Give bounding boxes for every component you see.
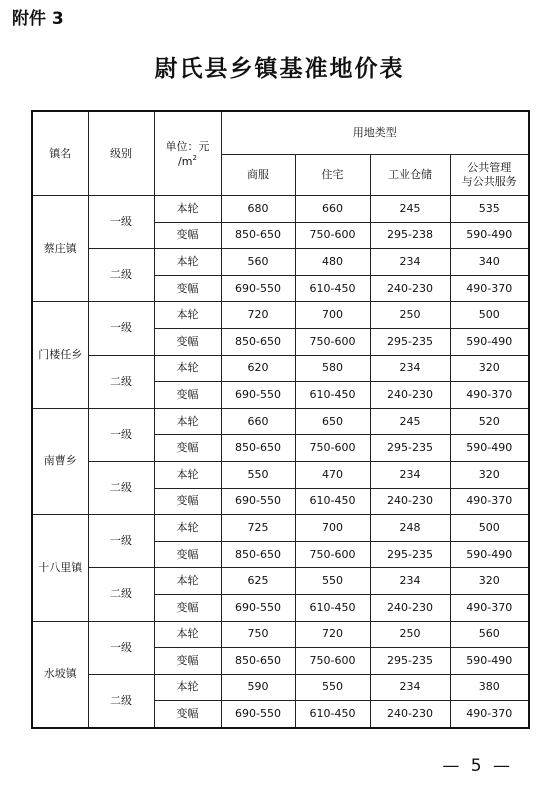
price-cell: 750-600 bbox=[295, 541, 370, 568]
row-type-cell: 变幅 bbox=[154, 382, 221, 409]
row-type-cell: 变幅 bbox=[154, 541, 221, 568]
town-name-cell: 十八里镇 bbox=[32, 515, 88, 621]
price-cell: 295-235 bbox=[370, 541, 450, 568]
row-type-cell: 本轮 bbox=[154, 302, 221, 329]
price-cell: 240-230 bbox=[370, 382, 450, 409]
price-cell: 690-550 bbox=[221, 275, 295, 302]
table-row bbox=[32, 249, 529, 276]
price-cell: 660 bbox=[295, 196, 370, 223]
price-cell: 490-370 bbox=[450, 594, 529, 621]
price-cell: 850-650 bbox=[221, 435, 295, 462]
header-residential: 住宅 bbox=[295, 155, 370, 196]
price-cell: 470 bbox=[295, 461, 370, 488]
price-cell: 250 bbox=[370, 302, 450, 329]
row-type-cell: 变幅 bbox=[154, 435, 221, 462]
price-cell: 240-230 bbox=[370, 594, 450, 621]
price-cell: 690-550 bbox=[221, 594, 295, 621]
table-row bbox=[32, 568, 529, 595]
price-cell: 590-490 bbox=[450, 328, 529, 355]
level-cell: 一级 bbox=[88, 302, 154, 355]
price-cell: 234 bbox=[370, 249, 450, 276]
price-cell: 620 bbox=[221, 355, 295, 382]
price-cell: 590-490 bbox=[450, 222, 529, 249]
price-cell: 610-450 bbox=[295, 488, 370, 515]
row-type-cell: 变幅 bbox=[154, 701, 221, 728]
price-cell: 490-370 bbox=[450, 488, 529, 515]
price-cell: 700 bbox=[295, 515, 370, 542]
header-unit-line1: 单位：元 bbox=[165, 139, 210, 153]
price-cell: 750-600 bbox=[295, 648, 370, 675]
table-row bbox=[32, 196, 529, 223]
price-cell: 490-370 bbox=[450, 382, 529, 409]
header-commercial: 商服 bbox=[221, 155, 295, 196]
price-cell: 320 bbox=[450, 355, 529, 382]
header-unit-m: /m bbox=[178, 154, 193, 168]
price-cell: 690-550 bbox=[221, 382, 295, 409]
price-cell: 550 bbox=[295, 674, 370, 701]
price-cell: 490-370 bbox=[450, 275, 529, 302]
level-cell: 二级 bbox=[88, 355, 154, 408]
header-town: 镇名 bbox=[32, 111, 88, 196]
town-name-cell: 蔡庄镇 bbox=[32, 196, 88, 302]
price-cell: 750 bbox=[221, 621, 295, 648]
price-cell: 295-238 bbox=[370, 222, 450, 249]
price-cell: 610-450 bbox=[295, 275, 370, 302]
price-cell: 680 bbox=[221, 196, 295, 223]
annex-label: 附件 3 bbox=[12, 9, 64, 29]
table-row bbox=[32, 302, 529, 329]
price-cell: 234 bbox=[370, 674, 450, 701]
price-cell: 750-600 bbox=[295, 435, 370, 462]
price-cell: 295-235 bbox=[370, 435, 450, 462]
price-cell: 660 bbox=[221, 408, 295, 435]
price-cell: 245 bbox=[370, 196, 450, 223]
price-cell: 248 bbox=[370, 515, 450, 542]
page-number: — 5 — bbox=[442, 756, 513, 776]
price-cell: 690-550 bbox=[221, 488, 295, 515]
price-cell: 550 bbox=[295, 568, 370, 595]
price-cell: 560 bbox=[221, 249, 295, 276]
header-land-use-type: 用地类型 bbox=[221, 111, 529, 155]
table-row bbox=[32, 621, 529, 648]
page-title: 尉氏县乡镇基准地价表 bbox=[154, 55, 405, 82]
header-industrial: 工业仓储 bbox=[370, 155, 450, 196]
price-cell: 340 bbox=[450, 249, 529, 276]
row-type-cell: 本轮 bbox=[154, 408, 221, 435]
row-type-cell: 本轮 bbox=[154, 461, 221, 488]
land-price-table bbox=[31, 110, 530, 729]
price-cell: 535 bbox=[450, 196, 529, 223]
row-type-cell: 本轮 bbox=[154, 515, 221, 542]
header-public-line2: 与公共服务 bbox=[461, 175, 517, 188]
price-cell: 850-650 bbox=[221, 648, 295, 675]
price-cell: 295-235 bbox=[370, 328, 450, 355]
row-type-cell: 变幅 bbox=[154, 328, 221, 355]
price-cell: 520 bbox=[450, 408, 529, 435]
price-cell: 580 bbox=[295, 355, 370, 382]
header-level: 级别 bbox=[88, 111, 154, 196]
header-unit-sup: 2 bbox=[192, 153, 197, 162]
town-name-cell: 水坡镇 bbox=[32, 621, 88, 728]
price-cell: 720 bbox=[295, 621, 370, 648]
price-cell: 690-550 bbox=[221, 701, 295, 728]
price-cell: 245 bbox=[370, 408, 450, 435]
price-cell: 295-235 bbox=[370, 648, 450, 675]
price-cell: 240-230 bbox=[370, 701, 450, 728]
header-public-line1: 公共管理 bbox=[467, 161, 512, 174]
town-name-cell: 门楼任乡 bbox=[32, 302, 88, 408]
price-cell: 480 bbox=[295, 249, 370, 276]
price-cell: 500 bbox=[450, 302, 529, 329]
level-cell: 二级 bbox=[88, 461, 154, 514]
header-public bbox=[450, 155, 529, 196]
price-cell: 850-650 bbox=[221, 222, 295, 249]
header-unit bbox=[154, 111, 221, 196]
table-row bbox=[32, 355, 529, 382]
level-cell: 二级 bbox=[88, 568, 154, 621]
row-type-cell: 变幅 bbox=[154, 488, 221, 515]
level-cell: 二级 bbox=[88, 249, 154, 302]
price-cell: 590-490 bbox=[450, 541, 529, 568]
price-cell: 590 bbox=[221, 674, 295, 701]
level-cell: 一级 bbox=[88, 408, 154, 461]
row-type-cell: 本轮 bbox=[154, 196, 221, 223]
table-row bbox=[32, 408, 529, 435]
price-cell: 850-650 bbox=[221, 541, 295, 568]
price-cell: 234 bbox=[370, 355, 450, 382]
row-type-cell: 本轮 bbox=[154, 621, 221, 648]
price-cell: 720 bbox=[221, 302, 295, 329]
level-cell: 一级 bbox=[88, 196, 154, 249]
price-cell: 320 bbox=[450, 568, 529, 595]
price-cell: 850-650 bbox=[221, 328, 295, 355]
price-cell: 610-450 bbox=[295, 594, 370, 621]
table-row bbox=[32, 515, 529, 542]
price-cell: 625 bbox=[221, 568, 295, 595]
row-type-cell: 本轮 bbox=[154, 674, 221, 701]
price-cell: 500 bbox=[450, 515, 529, 542]
price-cell: 610-450 bbox=[295, 701, 370, 728]
row-type-cell: 变幅 bbox=[154, 222, 221, 249]
price-cell: 560 bbox=[450, 621, 529, 648]
table-row bbox=[32, 674, 529, 701]
price-cell: 700 bbox=[295, 302, 370, 329]
price-cell: 590-490 bbox=[450, 648, 529, 675]
level-cell: 一级 bbox=[88, 621, 154, 674]
price-cell: 610-450 bbox=[295, 382, 370, 409]
price-cell: 380 bbox=[450, 674, 529, 701]
row-type-cell: 本轮 bbox=[154, 355, 221, 382]
town-name-cell: 南曹乡 bbox=[32, 408, 88, 514]
level-cell: 二级 bbox=[88, 674, 154, 728]
table-row bbox=[32, 461, 529, 488]
row-type-cell: 变幅 bbox=[154, 275, 221, 302]
price-cell: 750-600 bbox=[295, 328, 370, 355]
price-cell: 234 bbox=[370, 568, 450, 595]
price-cell: 240-230 bbox=[370, 275, 450, 302]
price-cell: 490-370 bbox=[450, 701, 529, 728]
price-cell: 320 bbox=[450, 461, 529, 488]
price-cell: 750-600 bbox=[295, 222, 370, 249]
price-cell: 590-490 bbox=[450, 435, 529, 462]
row-type-cell: 本轮 bbox=[154, 249, 221, 276]
table-body bbox=[32, 196, 529, 728]
price-cell: 250 bbox=[370, 621, 450, 648]
price-cell: 725 bbox=[221, 515, 295, 542]
row-type-cell: 本轮 bbox=[154, 568, 221, 595]
price-cell: 650 bbox=[295, 408, 370, 435]
price-cell: 550 bbox=[221, 461, 295, 488]
header-unit-line2 bbox=[155, 154, 221, 169]
price-cell: 240-230 bbox=[370, 488, 450, 515]
row-type-cell: 变幅 bbox=[154, 594, 221, 621]
price-cell: 234 bbox=[370, 461, 450, 488]
level-cell: 一级 bbox=[88, 515, 154, 568]
row-type-cell: 变幅 bbox=[154, 648, 221, 675]
